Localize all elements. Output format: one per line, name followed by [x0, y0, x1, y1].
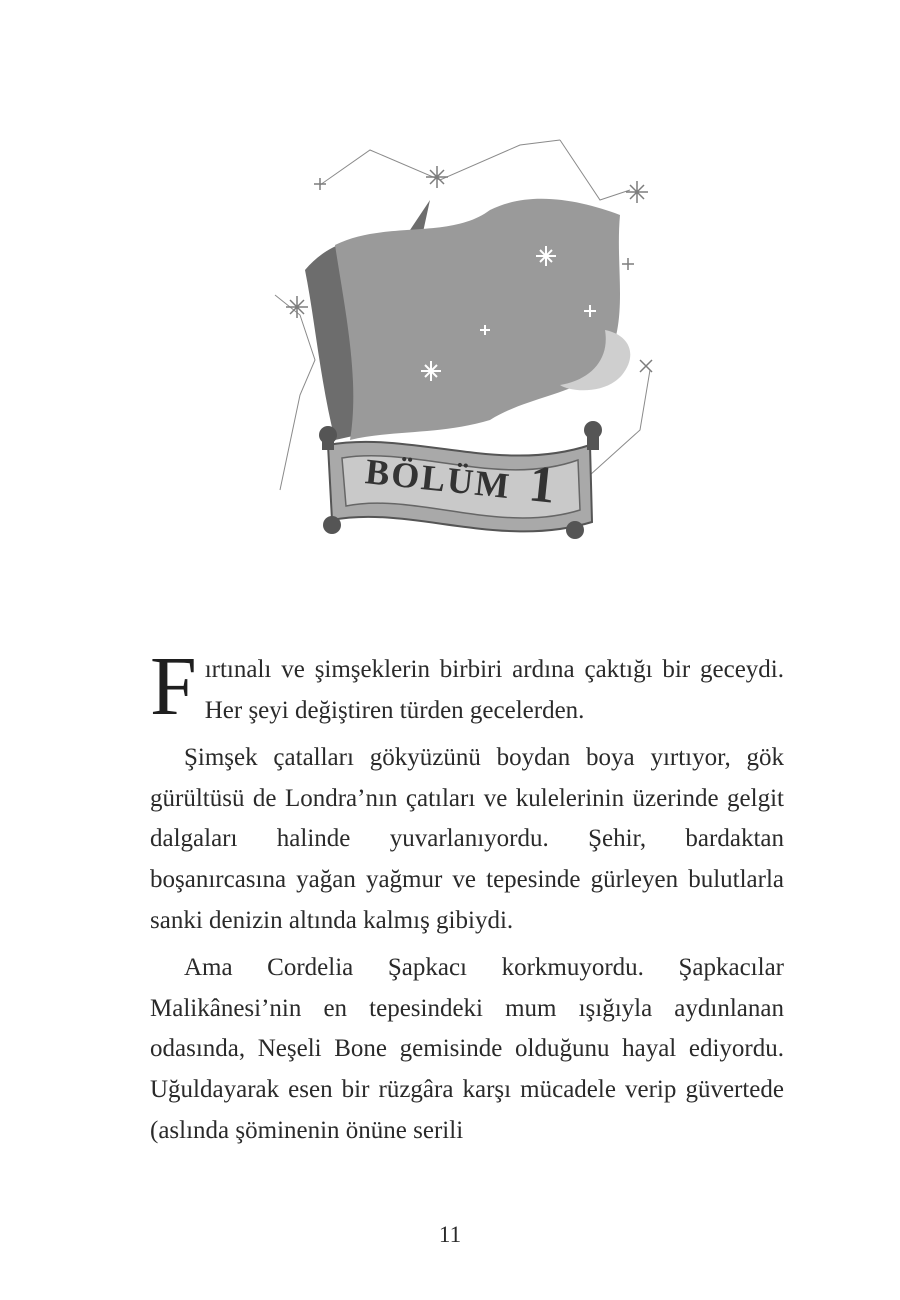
map-sheet — [335, 199, 620, 440]
paragraph-1 — [150, 640, 784, 733]
page-number: 11 — [438, 1222, 462, 1247]
paragraph-2: Şimşek çatalları gökyüzünü boydan boya yırtıyor, gök gürültüsü de Londra’nın çatıları ve kulelerinin üzerinde gelgit dalgaları halinde yuvarlanıyordu. Şehir, bardaktan boşanırcasına yağan yağmur ve tepesinde gürleyen bulutlarla sanki denizin altında kalmış gibiydi. — [150, 744, 784, 934]
paragraph-3: Ama Cordelia Şapkacı korkmuyordu. Şapkacılar Malikânesi’nin en tepesindeki mum ışığıyla aydınlanan odasında, Neşeli Bone gemisinde olduğunu hayal ediyordu. Uğuldayarak esen bir rüzgâra karşı mücadele verip güvertede (aslında şöminenin önüne serili — [150, 954, 784, 1144]
drop-cap: F — [150, 640, 197, 733]
paragraph-1-text: ırtınalı ve şimşeklerin birbiri ardına çaktığı bir geceydi. Her şeyi değiştiren türden gecelerden. — [204, 656, 784, 724]
chapter-number: 1 — [526, 455, 559, 515]
body-text — [150, 640, 784, 1151]
chapter-label: BÖLÜM — [363, 451, 513, 507]
chapter-header-illustration — [260, 130, 680, 550]
